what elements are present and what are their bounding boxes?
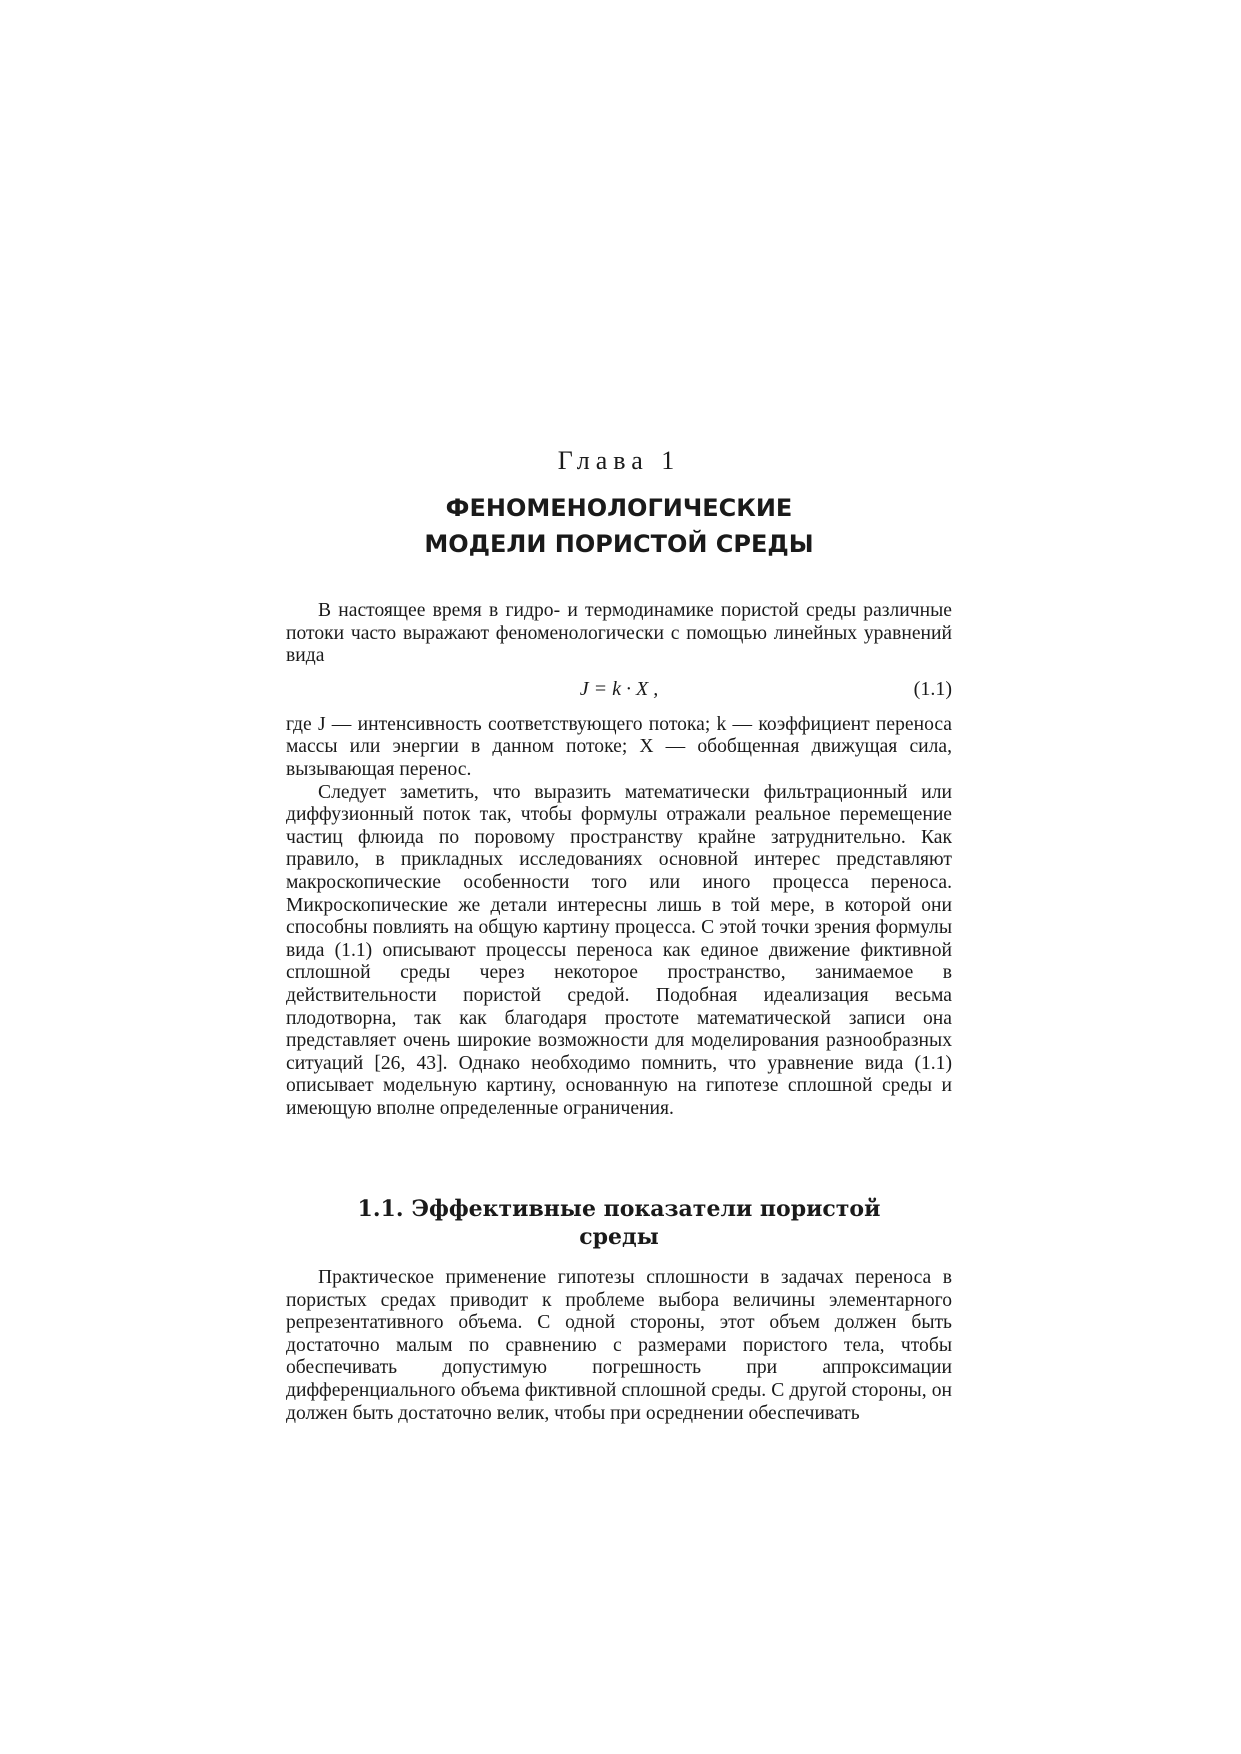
intro-block (286, 600, 952, 1120)
equation-1-1 (286, 668, 952, 714)
section-title-line-2: среды (579, 1224, 659, 1250)
section-1-1 (286, 1195, 952, 1425)
intro-paragraph-2: где J — интенсивность соответствующего потока; k — коэффициент переноса массы или энергии в данном потоке; X — обобщенная движущая сила, вызывающая перенос. (286, 713, 952, 780)
chapter-title-line-2: МОДЕЛИ ПОРИСТОЙ СРЕДЫ (424, 530, 814, 558)
intro-paragraph-3: Следует заметить, что выразить математически фильтрационный или диффузионный поток так, чтобы формулы отражали реальное перемещение частиц флюида по поровому пространству крайне затруднительно. Как правило, в прикладных исследованиях основной интерес представляют макроскопические особенности того или иного процесса переноса. Микроскопические же детали интересны лишь в той мере, в которой они способны повлиять на общую картину процесса. С этой точки зрения формулы вида (1.1) описывают процессы переноса как единое движение фиктивной сплошной среды через некоторое пространство, занимаемое в действительности пористой средой. Подобная идеализация весьма плодотворна, так как благодаря простоте математической записи она представляет очень широкие возможности для моделирования разнообразных ситуаций [26, 43]. Однако необходимо помнить, что уравнение вида (1.1) описывает модельную картину, основанную на гипотезе сплошной среды и имеющую вполне определенные ограничения. (286, 781, 952, 1119)
chapter-title (286, 490, 952, 562)
section-number: 1.1. (357, 1196, 404, 1222)
section-paragraph-1: Практическое применение гипотезы сплошности в задачах переноса в пористых средах приводит к проблеме выбора величины элементарного репрезентативного объема. С одной стороны, этот объем должен быть достаточно малым по сравнению с размерами пористого тела, чтобы обеспечивать допустимую погрешность при аппроксимации дифференциального объема фиктивной сплошной среды. С другой стороны, он должен быть достаточно велик, чтобы при осреднении обеспечивать (286, 1267, 952, 1424)
equation-number: (1.1) (913, 677, 952, 700)
chapter-label: Глава 1 (557, 446, 681, 475)
intro-paragraph-1: В настоящее время в гидро- и термодинамике пористой среды различные потоки часто выражают феноменологически с помощью линейных уравнений вида (286, 600, 952, 667)
equation-body: J = k · X , (579, 677, 659, 700)
section-title-line-1: Эффективные показатели пористой (411, 1196, 881, 1222)
section-title (286, 1195, 952, 1251)
chapter-title-line-1: ФЕНОМЕНОЛОГИЧЕСКИЕ (445, 494, 793, 522)
